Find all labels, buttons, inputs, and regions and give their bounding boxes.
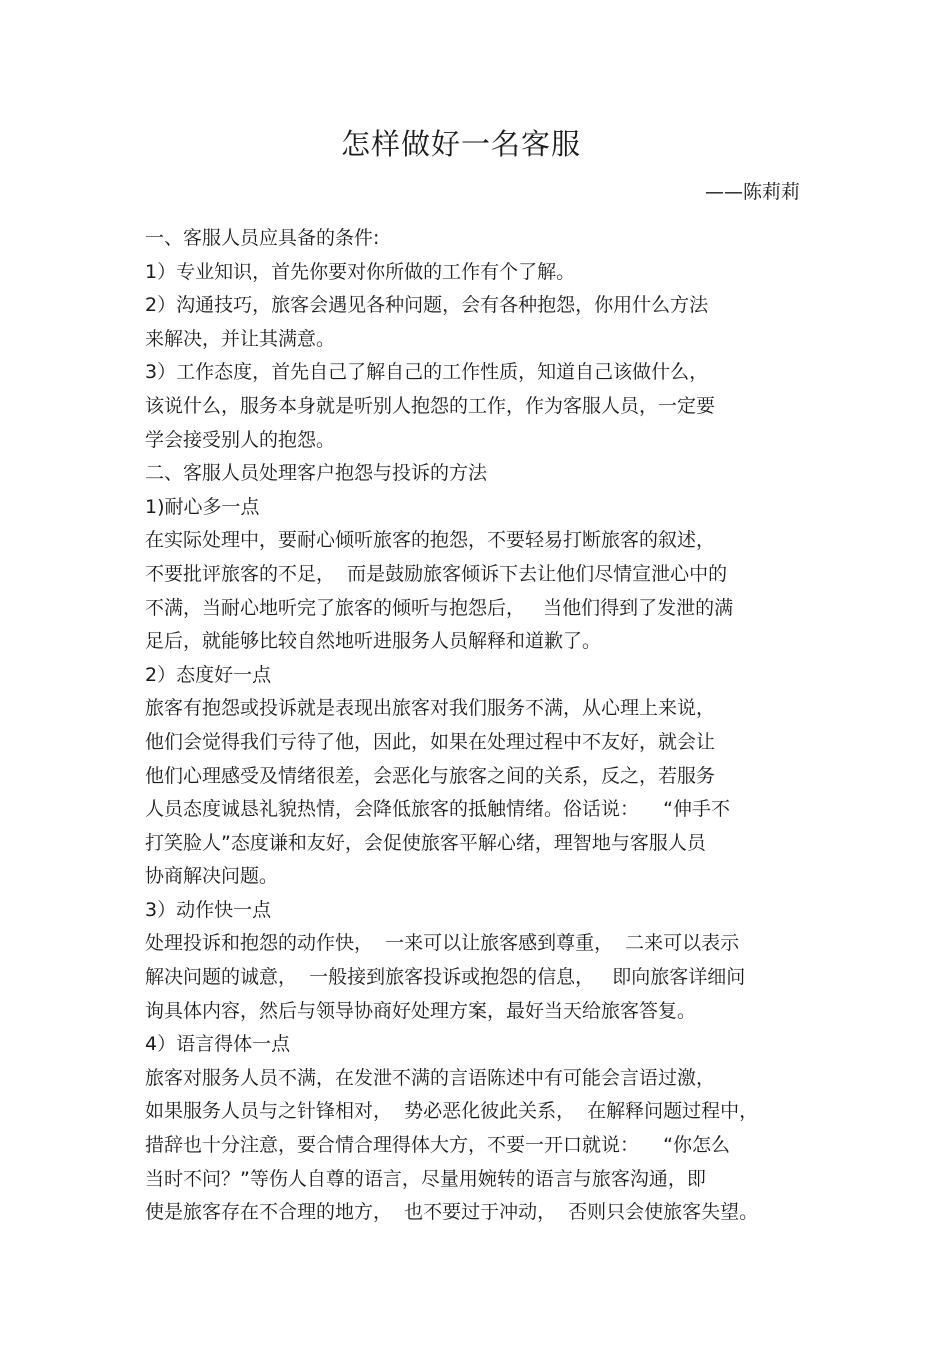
body-line: 如果服务人员与之针锋相对， 势必恶化彼此关系， 在解释问题过程中， bbox=[145, 1100, 759, 1123]
page-title: 怎样做好一名客服 bbox=[340, 127, 581, 161]
body-line: 3）动作快一点 bbox=[145, 898, 272, 921]
body-line: 二、客服人员处理客户抱怨与投诉的方法 bbox=[145, 462, 488, 485]
author-line: ——陈莉莉 bbox=[704, 181, 800, 203]
body-line: 人员态度诚恳礼貌热情，会降低旅客的抵触情绪。俗话说： “伸手不 bbox=[145, 798, 731, 821]
body-line: 解决问题的诚意， 一般接到旅客投诉或抱怨的信息， 即向旅客详细问 bbox=[145, 966, 746, 989]
body-line: 2）态度好一点 bbox=[145, 663, 272, 686]
body-line: 他们心理感受及情绪很差，会恶化与旅客之间的关系，反之，若服务 bbox=[145, 764, 716, 787]
body-line: 1)耐心多一点 bbox=[145, 495, 260, 518]
body-line: 使是旅客存在不合理的地方， 也不要过于冲动， 否则只会使旅客失望。 bbox=[145, 1201, 759, 1224]
body-line: 协商解决问题。 bbox=[145, 865, 279, 888]
body-line: 旅客对服务人员不满，在发泄不满的言语陈述中有可能会言语过激， bbox=[145, 1066, 716, 1089]
body-line: 足后，就能够比较自然地听进服务人员解释和道歉了。 bbox=[145, 630, 602, 653]
body-line: 旅客有抱怨或投诉就是表现出旅客对我们服务不满，从心理上来说， bbox=[145, 697, 716, 720]
body-line: 一、客服人员应具备的条件: bbox=[145, 227, 380, 249]
body-line: 措辞也十分注意，要合情合理得体大方，不要一开口就说： “你怎么 bbox=[145, 1134, 731, 1157]
body-line: 他们会觉得我们亏待了他，因此，如果在处理过程中不友好，就会让 bbox=[145, 730, 716, 753]
body-line: 不要批评旅客的不足， 而是鼓励旅客倾诉下去让他们尽情宣泄心中的 bbox=[145, 562, 728, 585]
document-body bbox=[145, 222, 805, 1230]
body-line: 当时不问？”等伤人自尊的语言，尽量用婉转的语言与旅客沟通，即 bbox=[145, 1167, 706, 1190]
body-line: 不满，当耐心地听完了旅客的倾听与抱怨后， 当他们得到了发泄的满 bbox=[145, 596, 734, 619]
body-line: 4）语言得体一点 bbox=[145, 1033, 291, 1056]
body-line: 处理投诉和抱怨的动作快， 一来可以让旅客感到尊重， 二来可以表示 bbox=[145, 932, 740, 955]
body-line: 在实际处理中，要耐心倾听旅客的抱怨，不要轻易打断旅客的叙述， bbox=[145, 529, 716, 552]
body-line: 2）沟通技巧，旅客会遇见各种问题，会有各种抱怨，你用什么方法 bbox=[145, 294, 709, 317]
body-line: 来解决，并让其满意。 bbox=[145, 327, 336, 350]
body-line: 打笑脸人”态度谦和友好，会促使旅客平解心绪，理智地与客服人员 bbox=[145, 831, 706, 854]
body-line: 3）工作态度，首先自己了解自己的工作性质，知道自己该做什么， bbox=[145, 361, 709, 384]
body-line: 1）专业知识，首先你要对你所做的工作有个了解。 bbox=[145, 260, 576, 283]
body-line: 学会接受别人的抱怨。 bbox=[145, 428, 336, 451]
body-line: 询具体内容，然后与领导协商好处理方案，最好当天给旅客答复。 bbox=[145, 999, 697, 1022]
body-line: 该说什么，服务本身就是听别人抱怨的工作，作为客服人员，一定要 bbox=[145, 394, 716, 417]
